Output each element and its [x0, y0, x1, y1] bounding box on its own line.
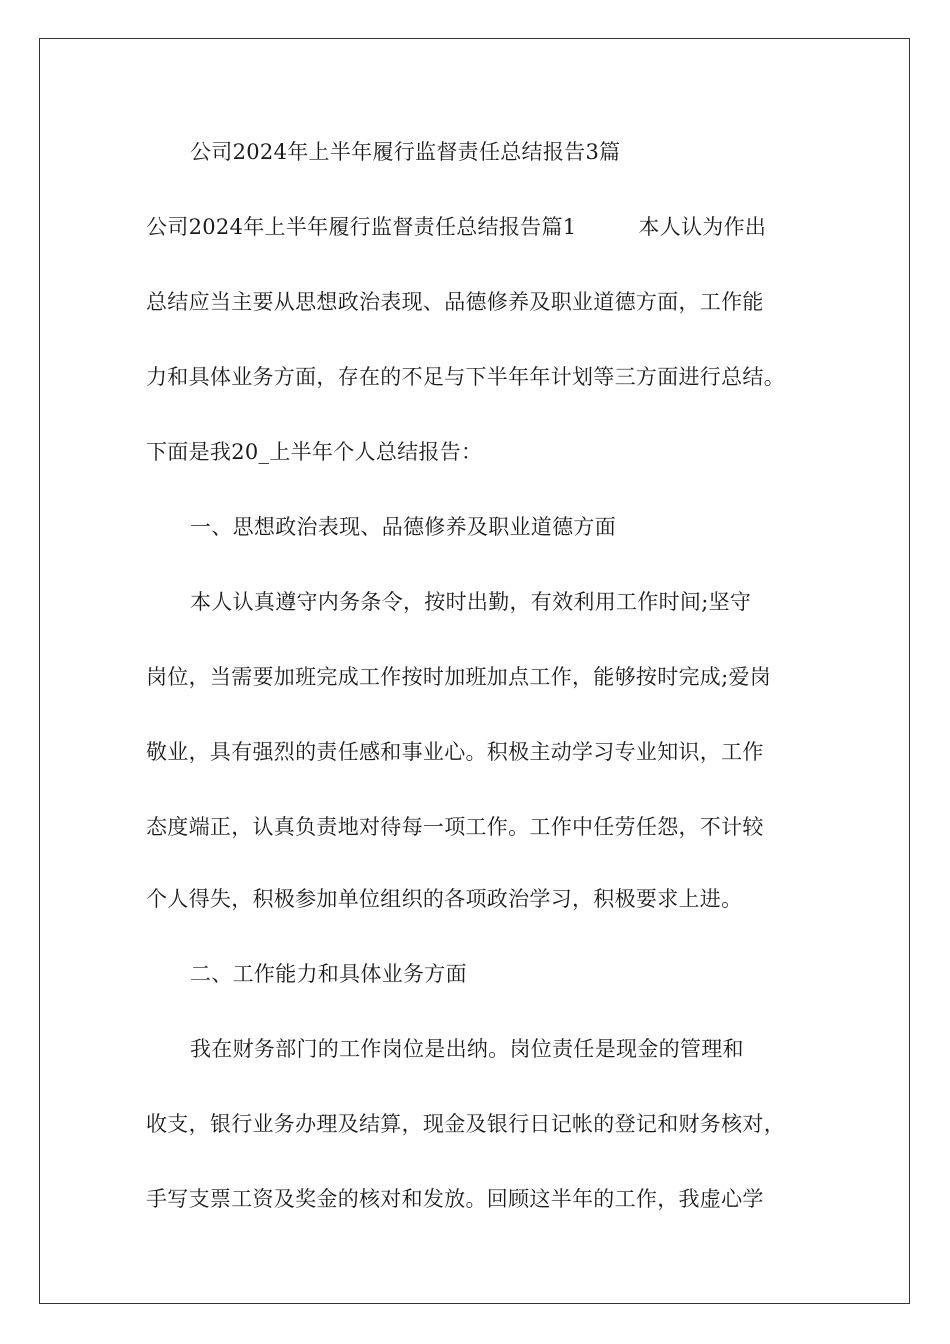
- paragraph-line: 个人得失，积极参加单位组织的各项政治学习，积极要求上进。: [146, 887, 743, 911]
- paragraph-line: 收支，银行业务办理及结算，现金及银行日记帐的登记和财务核对，: [146, 1112, 785, 1136]
- paragraph-line: [146, 212, 766, 242]
- paragraph-line: 敬业，具有强烈的责任感和事业心。积极主动学习专业知识，工作: [146, 740, 764, 764]
- paragraph-line: 我在财务部门的工作岗位是出纳。岗位责任是现金的管理和: [190, 1037, 744, 1061]
- paragraph-line: 手写支票工资及奖金的核对和发放。回顾这半年的工作，我虚心学: [146, 1187, 764, 1211]
- paragraph-line: 下面是我20_上半年个人总结报告：: [146, 440, 483, 464]
- paragraph-line: 本人认真遵守内务条令，按时出勤，有效利用工作时间;坚守: [190, 590, 752, 614]
- section-heading: 一、思想政治表现、品德修养及职业道德方面: [190, 515, 616, 539]
- section-heading: 二、工作能力和具体业务方面: [190, 962, 467, 986]
- paragraph-line: 总结应当主要从思想政治表现、品德修养及职业道德方面，工作能: [146, 290, 764, 314]
- paragraph-line: 力和具体业务方面，存在的不足与下半年年计划等三方面进行总结。: [146, 365, 785, 389]
- paragraph-line: 态度端正，认真负责地对待每一项工作。工作中任劳任怨，不计较: [146, 815, 764, 839]
- section-heading: 公司2024年上半年履行监督责任总结报告篇1: [146, 215, 577, 239]
- document-title: 公司2024年上半年履行监督责任总结报告3篇: [190, 140, 621, 164]
- paragraph-text: 本人认为作出: [638, 215, 767, 239]
- paragraph-line: 岗位，当需要加班完成工作按时加班加点工作，能够按时完成;爱岗: [146, 665, 772, 689]
